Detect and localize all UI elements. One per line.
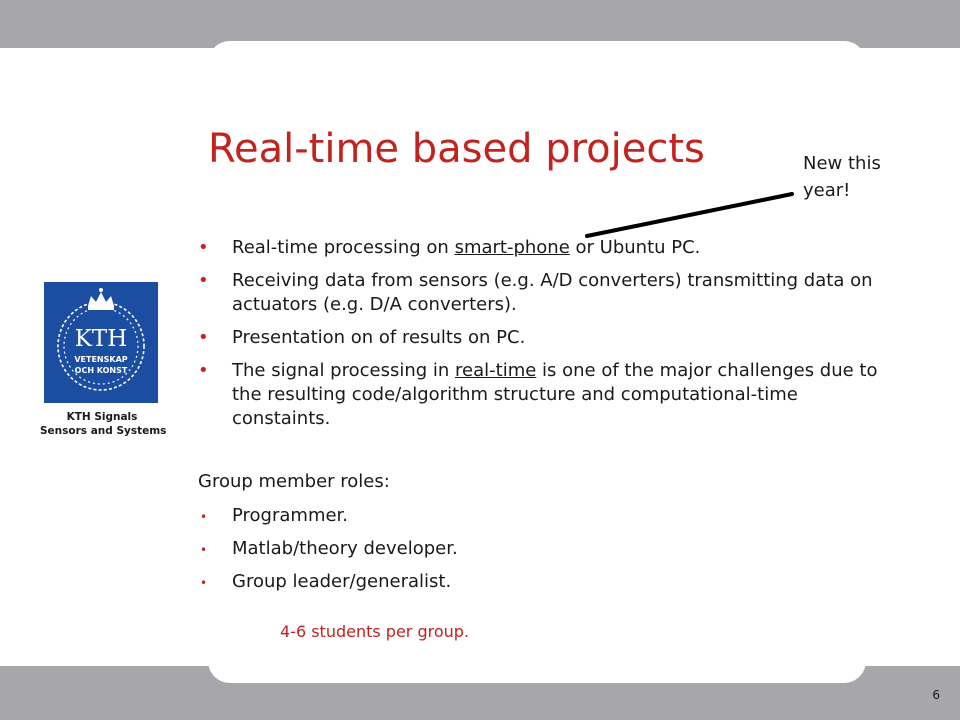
students-note: 4-6 students per group.	[280, 622, 470, 641]
logo-caption-line1: KTH Signals	[66, 411, 138, 423]
bullet-item: • Real-time processing on smart-phone or Ubuntu PC.	[198, 236, 898, 260]
roles-heading: Group member roles:	[198, 471, 390, 492]
bullet-item: • Receiving data from sensors (e.g. A/D converters) transmitting data on actuators (e.g. D/A converters).	[198, 269, 898, 317]
role-item: • Group leader/generalist.	[198, 570, 698, 594]
main-bullet-list	[198, 236, 898, 440]
svg-text:VETENSKAP: VETENSKAP	[74, 355, 128, 364]
bullet-item: • The signal processing in real-time is one of the major challenges due to the resulting code/algorithm structure and computational-time constaints.	[198, 359, 898, 431]
page-number: 6	[932, 688, 940, 702]
svg-text:KTH: KTH	[74, 326, 128, 352]
slide-title: Real-time based projects	[208, 126, 705, 172]
callout-line2: year!	[803, 180, 851, 201]
kth-emblem-icon	[44, 282, 158, 403]
role-item: • Matlab/theory developer.	[198, 537, 698, 561]
logo-caption	[40, 410, 167, 438]
svg-text:OCH KONST: OCH KONST	[74, 366, 128, 375]
bullet-item: • Presentation on of results on PC.	[198, 326, 898, 350]
logo-caption-line2: Sensors and Systems	[40, 425, 167, 437]
callout-note	[803, 150, 923, 204]
role-item: • Programmer.	[198, 504, 698, 528]
kth-logo	[44, 282, 158, 403]
callout-line1: New this	[803, 153, 881, 174]
roles-list	[198, 504, 698, 603]
